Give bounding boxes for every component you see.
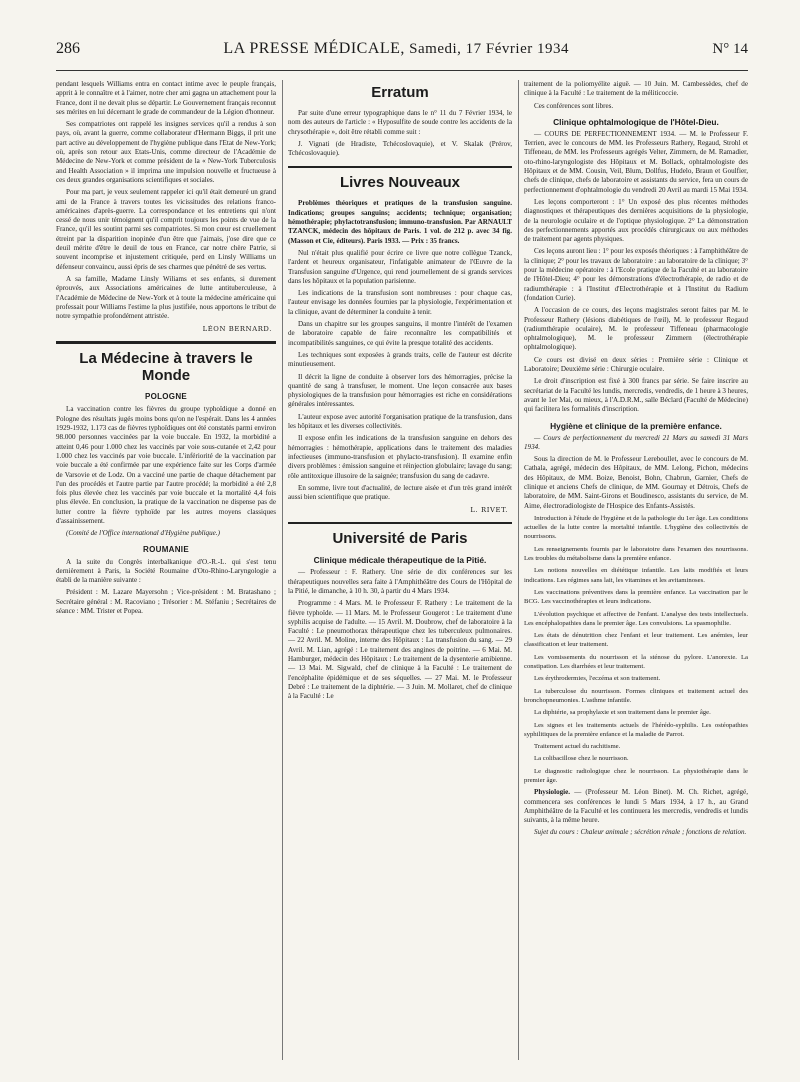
journal-title (223, 40, 569, 58)
paragraph: L'auteur expose avec autorité l'organisation pratique de la transfusion, dans les hôpitaux et les diverses collectivités. (288, 412, 512, 431)
issue-date: Samedi, 17 Février 1934 (409, 41, 569, 57)
signature: LÉON BERNARD. (202, 325, 272, 334)
universite-title: Université de Paris (332, 530, 468, 548)
paragraph: A l'occasion de ce cours, des leçons magistrales seront faites par M. le Professeur Rathery (lésions diabétiques de l'œil), M. le professeur Regaud (radiumthérapie oculaire), M. le professeur Tiffeneau (pharmacologie ophtalmologique), M. le professeur Zimmern (électrothérapie ophtalmologique). (524, 306, 748, 352)
list-item: Les renseignements fournis par le laboratoire dans l'examen des nourrissons. Les troubles du métabolisme dans la première enfance. (524, 545, 748, 563)
paragraph: Les techniques sont exposées à grands traits, celle de l'auteur est décrite minutieusement. (288, 350, 512, 369)
section-divider (288, 166, 512, 168)
hygiene-title: Hygiène et clinique de la première enfance. (550, 420, 722, 431)
paragraph: Président : M. Lazare Mayersohn ; Vice-président : M. Bratashano ; Secrétaire général : M. Racoviano ; Trésorier : M. Stéfaniu ; Secrétaires de séance : MM. Trister et Popea. (56, 588, 276, 616)
signature: L. RIVET. (470, 506, 508, 515)
list-item: Les signes et les traitements actuels de l'hérédo-syphilis. Les ostéopathies syphilitiques de la première enfance et la maladie de Parrot. (524, 721, 748, 738)
paragraph: Nul n'était plus qualifié pour écrire ce livre que notre collègue Tzanck, l'ardent et heureux organisateur, l'infatigable animateur de l'Œuvre de la Transfusion sanguine d'Urgence, qui rend journellement de si grands services dans les hôpitaux et la population parisienne. (288, 248, 512, 285)
list-item: La tuberculose du nourrisson. Formes cliniques et traitement actuel des bronchopneumonies. L'asthme infantile. (524, 687, 748, 704)
column-rule (518, 80, 519, 1060)
paragraph: Sous la direction de M. le Professeur Lereboullet, avec le concours de M. Cathala, agrégé, médecin des Hôpitaux, de MM. Lelong, Pichon, médecins des Hôpitaux, de MM. Boize, Benoist, Bohn, Chabrun, Garnier, Chefs de clinique et anciens Chefs de clinique, de MM. Gournay et Détrois, Chefs de laboratoire, de MM. Saint-Girons et Boudinesco, assistants du service, de M. Aime, électroradiologiste de l'Hospice des Enfants-Assistés. (524, 455, 748, 510)
paragraph: Les indications de la transfusion sont nombreuses : pour chaque cas, l'auteur envisage les données fournies par la physiologie, l'expérimentation et la clinique, avant de déterminer la conduite à tenir. (288, 289, 512, 316)
paragraph: Ces leçons auront lieu : 1° pour les exposés théoriques : à l'amphithéâtre de la clinique; 2° pour les travaux de laboratoire : au laboratoire de la clinique; 3° pour la médecine opératoire : à l'Ecole pratique de la Faculté et au laboratoire de l'Hôtel-Dieu; 4° pour les démonstrations d'électrothérapie, de radio et de radiumthérapie : à l'Institut d'Electrothérapie et à l'Institut du Radium (fondation Curie). (524, 247, 748, 302)
list-item: Les érythrodermies, l'eczéma et son traitement. (534, 675, 661, 683)
paragraph: Ce cours est divisé en deux séries : Première série : Clinique et Laboratoire; Deuxième série : Chirurgie oculaire. (524, 355, 748, 374)
list-item: Traitement actuel du rachitisme. (534, 743, 621, 751)
issue-number: N° 14 (712, 41, 748, 57)
livres-title: Livres Nouveaux (339, 174, 461, 192)
paragraph: J. Vignati (de Hradiste, Tchécoslovaquie), et V. Skalak (Prérov, Tchécoslovaquie). (288, 139, 512, 158)
pitie-title: Clinique médicale thérapeutique de la Pitié. (313, 555, 487, 566)
book-reference: Problèmes théoriques et pratiques de la transfusion sanguine. Indications; groupes sanguins; accidents; technique; organisation; hémothérapie; phylactotransfusion; immuno-transfusion. Par ARNAULT TZANCK, médecin des hôpitaux de Paris. 1 vol. de 212 p. avec 34 fig. (Masson et Cie, éditeurs). Paris 1933. — Prix : 35 francs. (288, 199, 512, 245)
source-note: (Comité de l'Office international d'Hygiène publique.) (66, 529, 220, 538)
paragraph: — Cours de perfectionnement du mercredi 21 Mars au samedi 31 Mars 1934. (524, 433, 748, 451)
list-item: Les notions nouvelles en diététique infantile. Les laits modifiés et leurs indications. Les régimes sans lait, les vitamines et les avitaminoses. (524, 567, 748, 584)
list-item: Les vomissements du nourrisson et la sténose du pylore. L'anorexie. La constipation. Les diarrhées et leur traitement. (524, 653, 748, 671)
paragraph: La vaccination contre les fièvres du groupe typhoïdique a donné en Pologne des résultats jugés moins bons qu'on ne l'espérait. Dans les 4 années 1929-1932, 1.173 cas de fièvres typhoïdiques ont été constatés parmi environ 98.000 personnes vaccinées par la voie buccale. En 1932, la morbidité a atteint 0,46 pour 1.000 chez les vaccinés par voie sous-cutanée et 2,42 pour 1.000 chez les vaccinés par voie buccale. L'infériorité de la vaccination par voie buccale a été confirmée par une expérience faite sur les Corps d'armée de Varsovie et de Lodz. On a vacciné une partie de chaque détachement par l'un des procédés et l'autre partie par l'autre procédé; la morbidité a été 2,8 fois plus élevée chez les vaccinés par voie buccale et la mortalité 4,4 fois plus élevée. En conclusion, la pratique de la vaccination ne dispense pas de lutter contre la fièvre typhoïde par les autres moyens classiques d'assainissement. (56, 405, 276, 525)
page-number: 286 (56, 40, 80, 57)
paragraph (524, 788, 748, 825)
paragraph: — COURS DE PERFECTIONNEMENT 1934. — M. le Professeur F. Terrien, avec le concours de MM. les Professeurs Rathery, Regaud, Strohl et Tiffeneau, de MM. les Professeurs agrégés Velter, Zimmern, de M. Ramadier, oto-rhino-laryngologiste des Hôpitaux et M. Bollack, ophtalmologiste des Hôpitaux et de MM. Cousin, Veil, Blum, Dollfus, Hudelo, Braun et Goulfier, chefs de clinique, chefs de laboratoire et assistants du service, fera un cours de perfectionnement d'ophtalmologie du vendredi 20 Avril au mardi 15 Mai 1934. (524, 129, 748, 194)
paragraph: Programme : 4 Mars. M. le Professeur F. Rathery : Le traitement de la fièvre typhoïde. — 11 Mars. M. le Professeur Gougerot : Le traitement d'une syphilis acquise de l'adulte. — 15 Avril. M. Doubrow, chef de laboratoire à la Faculté : Le pneumothorax thérapeutique chez les tuberculeux pulmonaires. — 22 Avril. M. Moline, interne des Hôpitaux : La transfusion du sang. — 29 Avril. M. Lian, agrégé : Le traitement des angines de poitrine. — 6 Mai. M. Hamburger, médecin des Hôpitaux : Le traitement de la dysenterie amibienne. — 13 Mai. M. Sigwald, chef de clinique à la Faculté : Le traitement de l'encéphalite épidémique et de ses séquelles. — 27 Mai. M. le Professeur Debré : Le traitement de la diphtérie. — 3 Juin. M. Mollaret, chef de clinique à la Faculté : Le (288, 599, 512, 701)
section-divider (56, 341, 276, 344)
journal-name: LA PRESSE MÉDICALE, (223, 40, 405, 57)
list-item: Le diagnostic radiologique chez le nourrisson. La physiothérapie dans le premier âge. (524, 767, 748, 784)
paragraph: pendant lesquels Williams entra en contact intime avec le peuple français, apprit à le connaître et à l'aimer, notre cher ami gagna un attachement pour la France, dont il ne devait plus se départir. Le Gouvernement français reconnut ses mérites en lui décernant le grade de commandeur de la Légion d'honneur. (56, 80, 276, 116)
paragraph: Le droit d'inscription est fixé à 300 francs par série. Se faire inscrire au secrétariat de la Faculté les lundis, mercredis, vendredis, de 1 heure à 3 heures, avant le 1er Mai, ou mieux, à l'A.D.R.M., salle Béclard (Faculté de Médecine) qui facilitera les formalités d'inscription. (524, 377, 748, 414)
ophtalmo-title: Clinique ophtalmologique de l'Hôtel-Dieu. (553, 116, 719, 127)
paragraph: En somme, livre tout d'actualité, de lecture aisée et d'un très grand intérêt aussi bien scientifique que pratique. (288, 483, 512, 502)
section-title: La Médecine à travers le Monde (79, 350, 253, 385)
list-item: Les vaccinations préventives dans la première enfance. La vaccination par le BCG. Les vaccinothérapies et leurs indications. (524, 588, 748, 606)
paragraph: Ces conférences sont libres. (534, 101, 614, 110)
list-item: L'évolution psychique et affective de l'enfant. L'analyse des tests intellectuels. Les encéphalopathies dans le premier âge. Les convulsions. La spasmophilie. (524, 610, 748, 627)
paragraph: Ses compatriotes ont rappelé les insignes services qu'il a rendus à son pays, où, avant la guerre, comme collaborateur d'Hermann Biggs, il prit une part active au développement de l'hygiène publique dans l'Etat de New-York; où, après son retour aux Etats-Unis, comme directeur de l'Académie de Médecine de New-York et comme président de la « New-York Tuberculosis and Health Association » il imprima une impulsion nouvelle et fructueuse à ces deux grandes organisations scientifiques et sociales. (56, 120, 276, 184)
paragraph: A sa famille, Madame Linsly Wiliams et ses enfants, si durement éprouvés, aux Associations américaines de lutte antituberculeuse, à l'Académie de Médecine de New-York et à toute la médecine américaine qui professait pour Williams l'estime la plus justifiée, nous apportons le tribut de notre sympathie profondément attristée. (56, 274, 276, 321)
paragraph: Dans un chapitre sur les groupes sanguins, il montre l'intérêt de l'examen de laboratoire capable de faire reconnaître les compatibilités et incompatibilités sanguines, ce qui évite la presque totalité des accidents. (288, 320, 512, 347)
list-item: La colibacillose chez le nourrisson. (534, 755, 629, 763)
list-item: Les états de dénutrition chez l'enfant et leur traitement. Les anémies, leur classification et leur traitement. (524, 632, 748, 649)
paragraph: Pour ma part, je veux seulement rappeler ici qu'il était demeuré un grand ami de la France à travers toutes les vicissitudes des relations franco-américaines d'après-guerre. La correspondance et les entretiens qui n'ont cessé de nous unir témoignent qu'il comprit toujours les points de vue de la France, qu'il les soutint parmi ses compatriotes. Si mon cœur est cruellement étreint par la disparition inopinée d'un être que j'aimais, j'ose dire que ce deuil mérite d'être le deuil de tous en France, car notre chère Patrie, si souvent incomprise et injustement critiquée, perd en Linsly Williams un défenseur convaincu, aussi épris de ses charmes que pénétré de ses vertus. (56, 188, 276, 271)
paragraph: Par suite d'une erreur typographique dans le n° 11 du 7 Février 1934, le nom des auteurs de l'article : « Hyposulfite de soude contre les accidents de la chrysothérapie », doit être rétabli comme suit : (288, 109, 512, 136)
subsection-title-roumanie: ROUMANIE (143, 544, 189, 554)
paragraph: A la suite du Congrès interbalkanique d'O.-R.-L. qui s'est tenu dernièrement à Paris, la Société Roumaine d'Oto-Rhino-Laryngologie a établi de la manière suivante : (56, 557, 276, 585)
paragraph: Il décrit la ligne de conduite à observer lors des hémorragies, précise la quantité de sang à transfuser, le moment. Une leçon consacrée aux bases physiologiques de la transfusion pour hémorragies est riche en considérations générales intéressantes. (288, 372, 512, 409)
column-middle (288, 80, 512, 1060)
paragraph: Sujet du cours : Chaleur animale ; sécrétion rénale ; fonctions de relation. (534, 828, 747, 837)
page-header (56, 40, 748, 71)
column-left (56, 80, 276, 1060)
column-right (524, 80, 748, 1060)
list-item: Introduction à l'étude de l'hygiène et de la pathologie du 1er âge. Les conditions actuelles de la lutte contre la mortalité infantile. L'hygiène des collectivités de nourrissons. (524, 514, 748, 541)
column-rule (282, 80, 283, 1060)
paragraph: traitement de la poliomyélite aiguë. — 10 Juin. M. Cambessèdes, chef de clinique à la Faculté : Le traitement de la méliticoccie. (524, 80, 748, 98)
section-divider (288, 522, 512, 524)
list-item: La diphtérie, sa prophylaxie et son traitement dans le premier âge. (534, 709, 711, 717)
paragraph: Les leçons comporteront : 1° Un exposé des plus récentes méthodes diagnostiques et thérapeutiques des dernières acquisitions de la physiologie, de la neurologie oculaire et de l'optique physiologique. 2° La démonstration des perfectionnements apportés aux procédés chirurgicaux ou aux méthodes de traitement par agents physiques. (524, 197, 748, 244)
paragraph: — Professeur : F. Rathery. Une série de dix conférences sur les thérapeutiques nouvelles sera faite à l'Amphithéâtre des Cours de l'Hôpital de la Pitié, le dimanche, à 10 h. 30, à partir du 4 Mars 1934. (288, 568, 512, 595)
paragraph: Il expose enfin les indications de la transfusion sanguine en dehors des hémorragies : hémothérapie, applications dans le traitement des maladies infectieuses (immuno-transfusion et phylacto-transfusion). Il examine enfin divers problèmes : émission sanguine et réinjection globulaire; lavage du sang; rôle antitoxique illusoire de la saignée; transfusion du sang de cadavre. (288, 434, 512, 480)
subsection-title-pologne: POLOGNE (144, 392, 188, 402)
physio-title: Physiologie. (534, 788, 571, 797)
erratum-title: Erratum (371, 84, 429, 101)
physio-text: — (Professeur M. Léon Binet). M. Ch. Richet, agrégé, commencera ses conférences le lundi 5 Mars 1934, à 17 h., au Grand Amphithéâtre de la Faculté et les continuera les mercredis, vendredis et lundis suivants, à la même heure. (524, 788, 748, 825)
